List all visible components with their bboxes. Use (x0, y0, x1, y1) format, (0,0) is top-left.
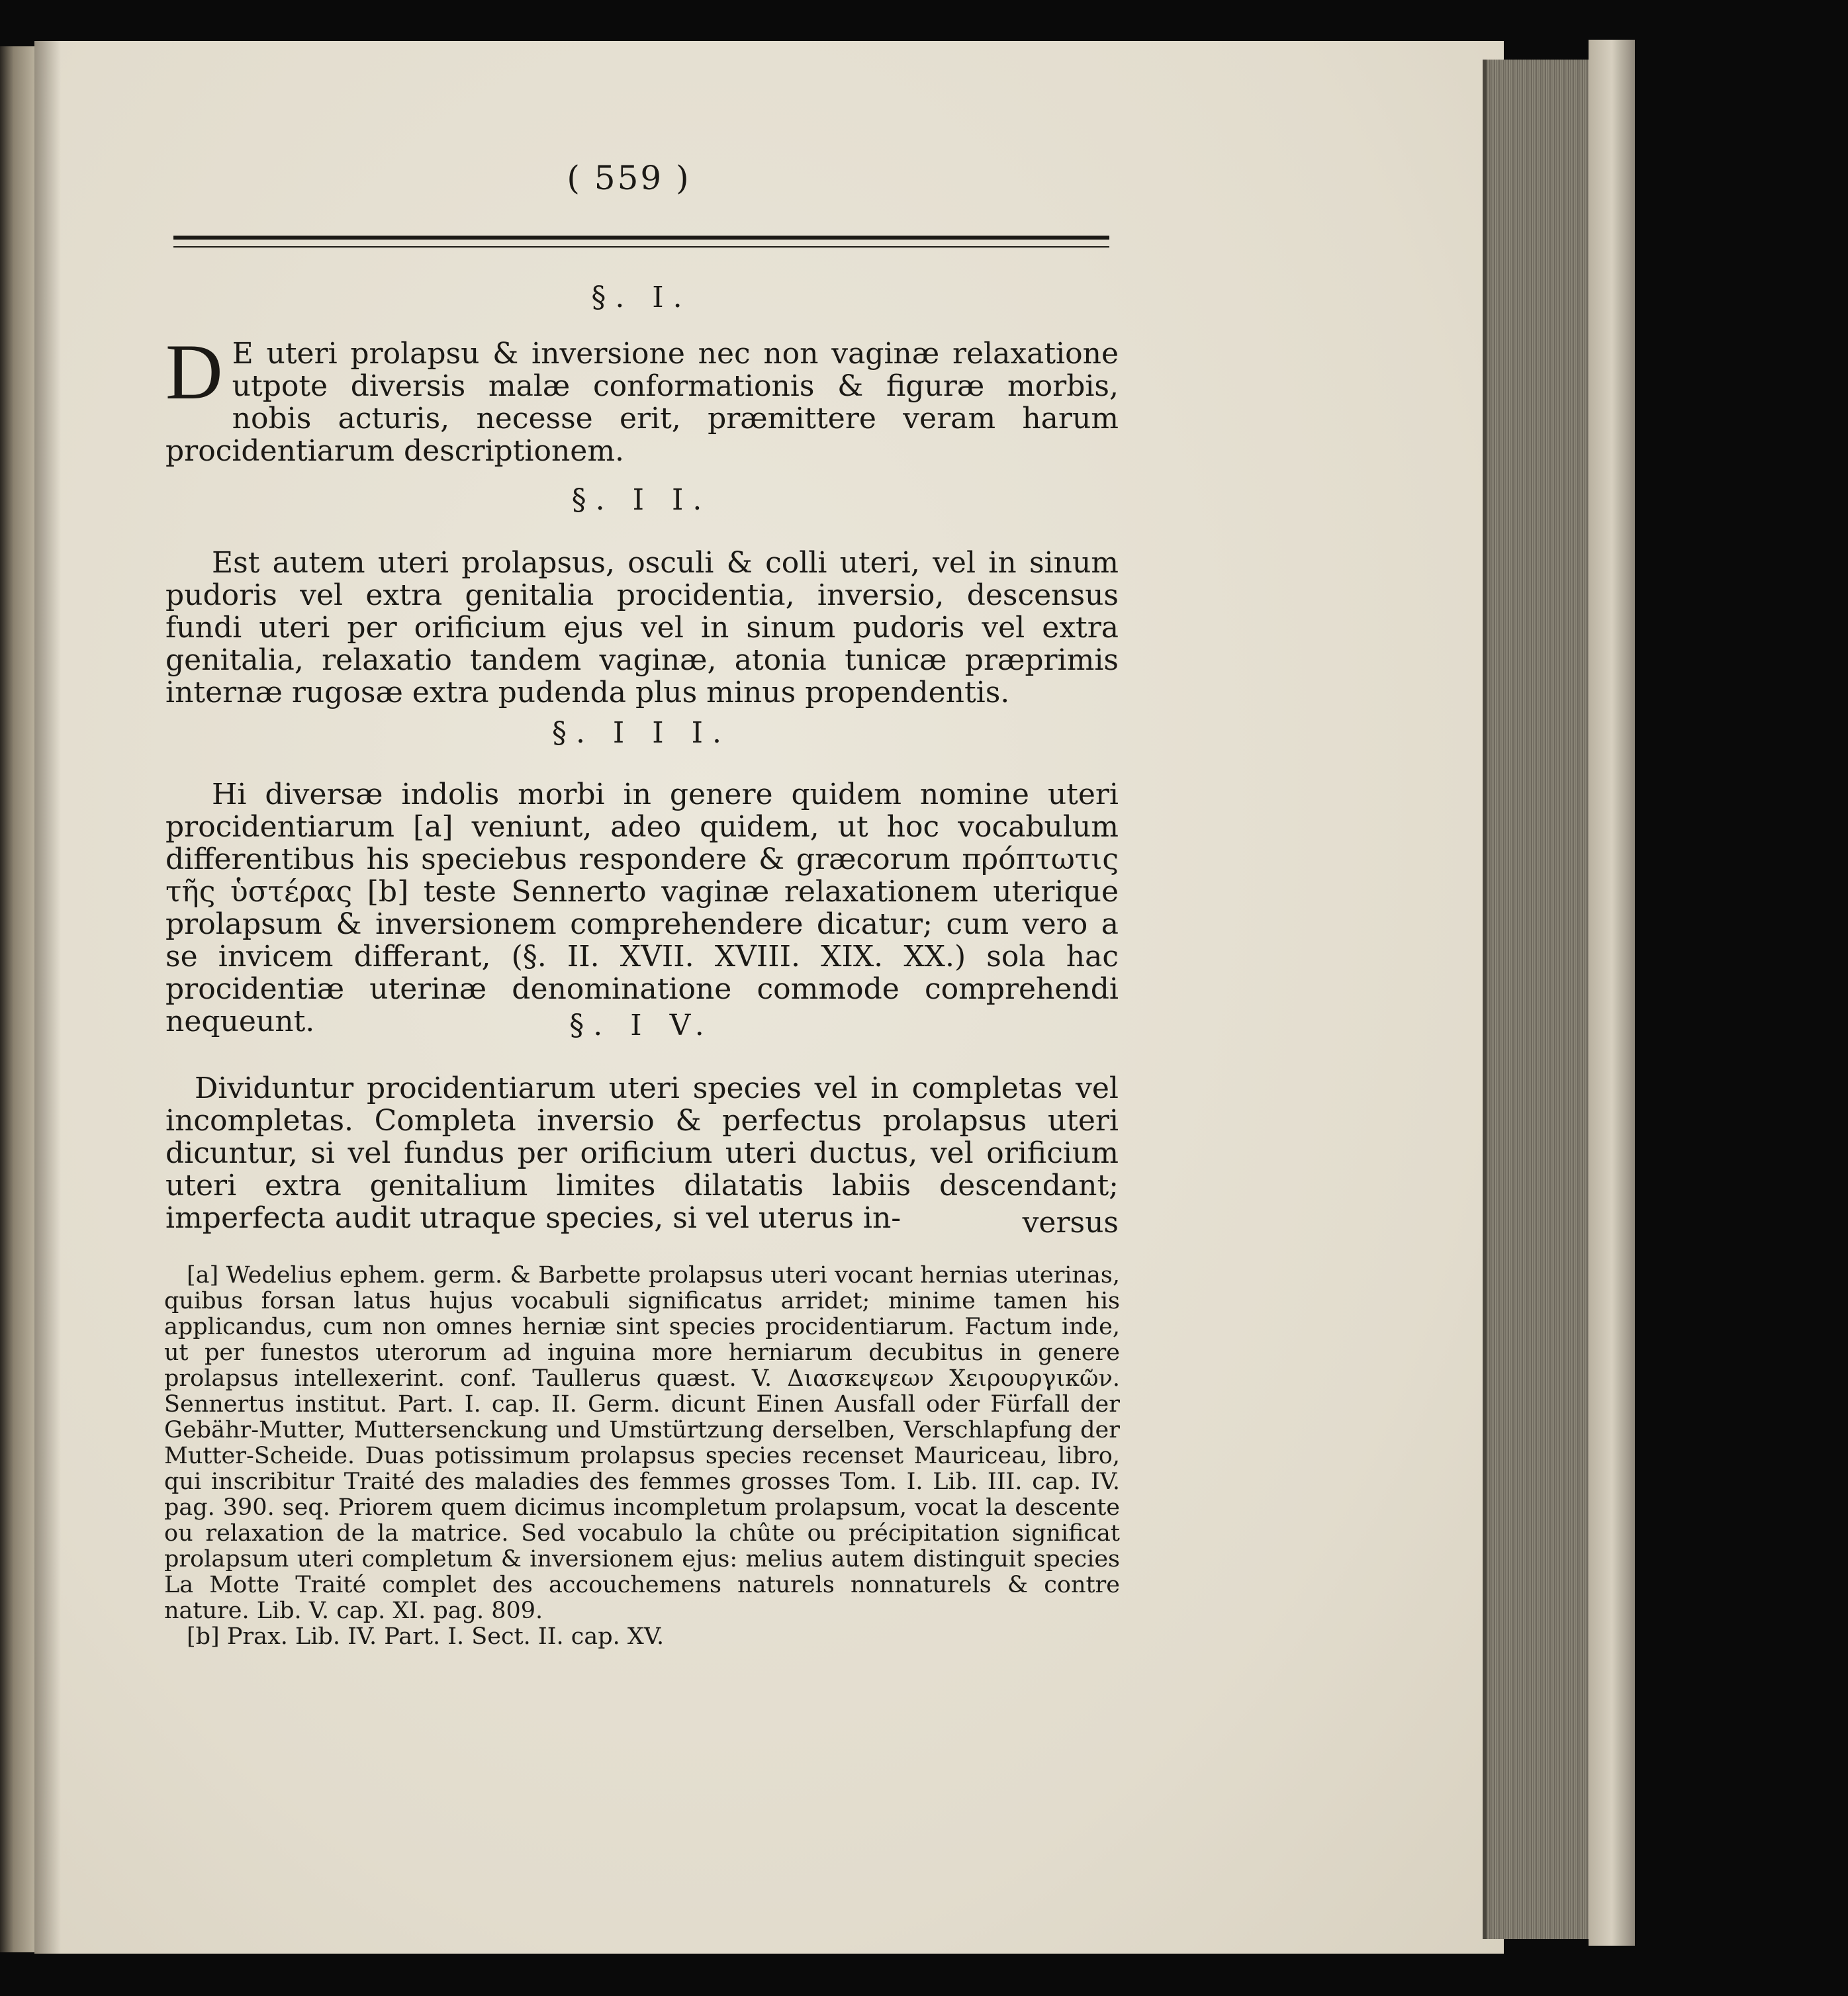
footnote-b: [b] Prax. Lib. IV. Part. I. Sect. II. cap. XV. (187, 1623, 665, 1650)
section-text-4: Dividuntur procidentiarum uteri species vel in completas vel incompletas. Completa inversio & perfectus prolapsus uteri dicuntur, si vel fundus per orificium uteri ductus, vel orificium uteri extra genitalium limites dilatatis labiis descendant; imperfecta audit utraque species, si vel uterus in- (165, 1071, 1119, 1235)
section-heading-3: §. I I I. (551, 716, 731, 750)
section-heading-1: §. I. (591, 281, 692, 314)
page-block-edge (1483, 60, 1593, 1939)
header-rule (173, 236, 1109, 248)
section-heading-4: §. I V. (569, 1009, 714, 1042)
section-text-2: Est autem uteri prolapsus, osculi & colli uteri, vel in sinum pudoris vel extra genitalia procidentia, inversio, descensus fundi uteri per orificium ejus vel in sinum pudoris vel extra genitalia, relaxatio tandem vaginæ, atonia tunicæ præprimis internæ rugosæ extra pudenda plus minus propendentis. (165, 546, 1119, 709)
page-number: ( 559 ) (567, 159, 691, 197)
section-heading-2: §. I I. (571, 483, 712, 517)
book-cover-edge (1589, 40, 1635, 1946)
footnotes (164, 1263, 1120, 1650)
footnote-a: [a] Wedelius ephem. germ. & Barbette prolapsus uteri vocant hernias uterinas, quibus forsan latus hujus vocabuli significatus arridet; minime tamen his applicandus, cum non omnes herniæ sint species procidentiarum. Factum inde, ut per funestos uterorum ad inguina more herniarum decubitus in genere prolapsus intellexerint. conf. Taullerus quæst. V. Διασκεψεων Χειρουργικῶν. Sennertus institut. Part. I. cap. II. Germ. dicunt Einen Ausfall oder Fürfall der Gebähr-Mutter, Muttersenckung und Umstürtzung derselben, Verschlapfung der Mutter-Scheide. Duas potissimum prolapsus species recenset Mauriceau, libro, qui inscribitur Traité des maladies des femmes grosses Tom. I. Lib. III. cap. IV. pag. 390. seq. Priorem quem dicimus incompletum prolapsum, vocat la descente ou relaxation de la matrice. Sed vocabulo la chûte ou précipitation significat prolapsum uteri completum & inversionem ejus: melius autem distinguit species La Motte Traité complet des accouchemens naturels nonnaturels & contre nature. Lib. V. cap. XI. pag. 809. (164, 1262, 1120, 1624)
section-text-1 (165, 328, 1119, 468)
drop-cap: D (165, 328, 223, 416)
catchword: versus (1022, 1206, 1119, 1240)
facing-page-edge (0, 46, 34, 1952)
gutter-shadow (34, 41, 61, 1954)
section-1-body: E uteri prolapsu & inversione nec non vaginæ relaxatione utpote diversis malæ conformationis & figuræ morbis, nobis acturis, necesse erit, præmittere veram harum procidentiarum descriptionem. (165, 337, 1119, 468)
section-text-3: Hi diversæ indolis morbi in genere quidem nomine uteri procidentiarum [a] veniunt, adeo quidem, ut hoc vocabulum differentibus his speciebus respondere & græcorum πρόπτωτις τῆς ὑστέρας [b] teste Sennerto vaginæ relaxationem uterique prolapsum & inversionem comprehendere dicatur; cum vero a se invicem differant, (§. II. XVII. XVIII. XIX. XX.) sola hac procidentiæ uterinæ denominatione commode comprehendi nequeunt. (165, 778, 1119, 1038)
